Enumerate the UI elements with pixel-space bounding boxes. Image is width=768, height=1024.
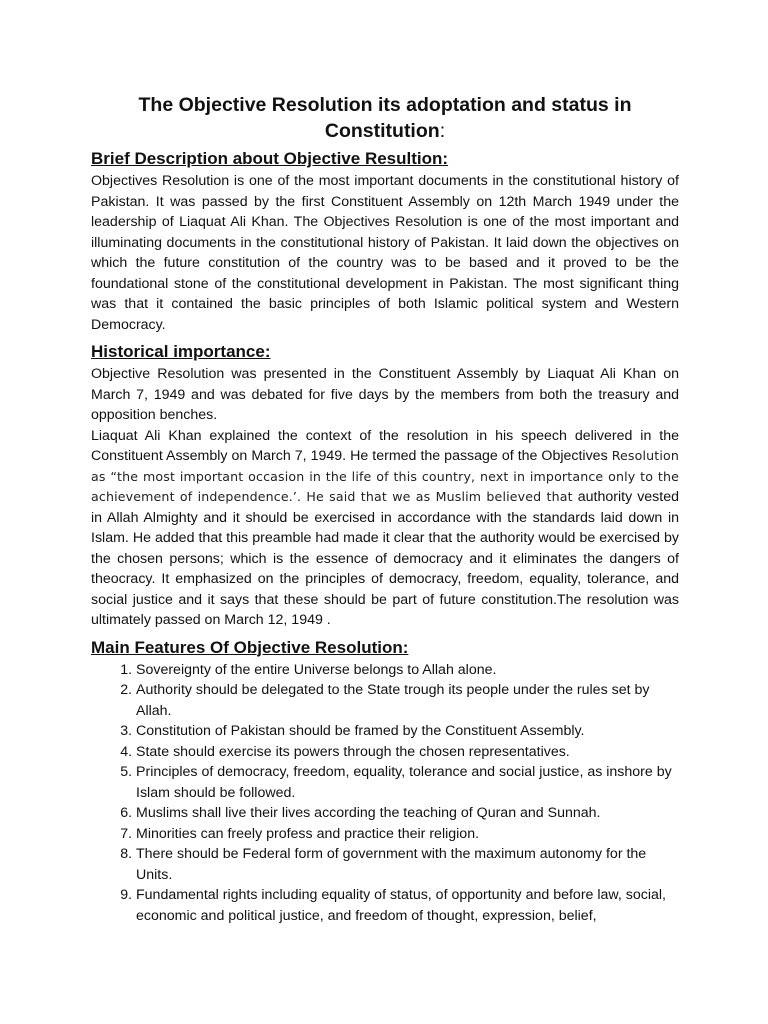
brief-description-paragraph: Objectives Resolution is one of the most important documents in the constitutional history of Pakistan. It was passed by the first Constituent Assembly on 12th March 1949 under the leadership of Liaquat Ali Khan. The Objectives Resolution is one of the most important and illuminating documents in the constitutional history of Pakistan. It laid down the objectives on which the future constitution of the country was to be based and it proved to be the foundational stone of the constitutional development in Pakistan. The most significant thing was that it contained the basic principles of both Islamic political system and Western Democracy. [91,173,679,333]
section-heading-historical-importance: Historical importance: [91,342,271,361]
historical-quote: Resolution as “the most important occasion in the life of this country, next in importance only to the achievement of independence.’. He said that we as Muslim believed that [91,448,679,504]
list-item: 7. Minorities can freely profess and practice their religion. [136,824,679,845]
page-title [91,92,679,144]
historical-paragraph-2 [91,426,679,631]
list-item: 4. State should exercise its powers through the chosen representatives. [136,742,679,763]
list-item: 9. Fundamental rights including equality of status, of opportunity and before law, social, economic and political justice, and freedom of thought, expression, belief, [136,885,679,926]
title-text: The Objective Resolution its adoptation and status in Constitution [138,94,632,142]
list-item: 2. Authority should be delegated to the State trough its people under the rules set by Allah. [136,680,679,721]
list-item: 3. Constitution of Pakistan should be framed by the Constituent Assembly. [136,721,679,742]
title-colon: : [439,120,446,142]
features-list [91,660,679,927]
section-heading-main-features: Main Features Of Objective Resolution: [91,637,409,657]
historical-paragraph-2-end: authority vested in Allah Almighty and it should be exercised in accordance with the standards laid down in Islam. He added that this preamble had made it clear that the authority would be exercised by the chosen persons; which is the essence of democracy and it eliminates the dangers of theocracy. It emphasized on the principles of democracy, freedom, equality, tolerance, and social justice and it says that these should be part of future constitution.The resolution was ultimately passed on March 12, 1949 . [91,489,679,628]
section-heading-brief-description: Brief Description about Objective Resultion: [91,149,449,168]
list-item: 6. Muslims shall live their lives according the teaching of Quran and Sunnah. [136,803,679,824]
list-item: 5. Principles of democracy, freedom, equality, tolerance and social justice, as inshore by Islam should be followed. [136,762,679,803]
historical-paragraph-2-start: Liaquat Ali Khan explained the context of the resolution in his speech delivered in the Constituent Assembly on March 7, 1949. He termed the passage of the Objectives [91,427,679,464]
list-item: 1. Sovereignty of the entire Universe belongs to Allah alone. [136,660,679,681]
historical-paragraph-1: Objective Resolution was presented in the Constituent Assembly by Liaquat Ali Khan on March 7, 1949 and was debated for five days by the members from both the treasury and opposition benches. [91,366,679,423]
list-item: 8. There should be Federal form of government with the maximum autonomy for the Units. [136,844,679,885]
